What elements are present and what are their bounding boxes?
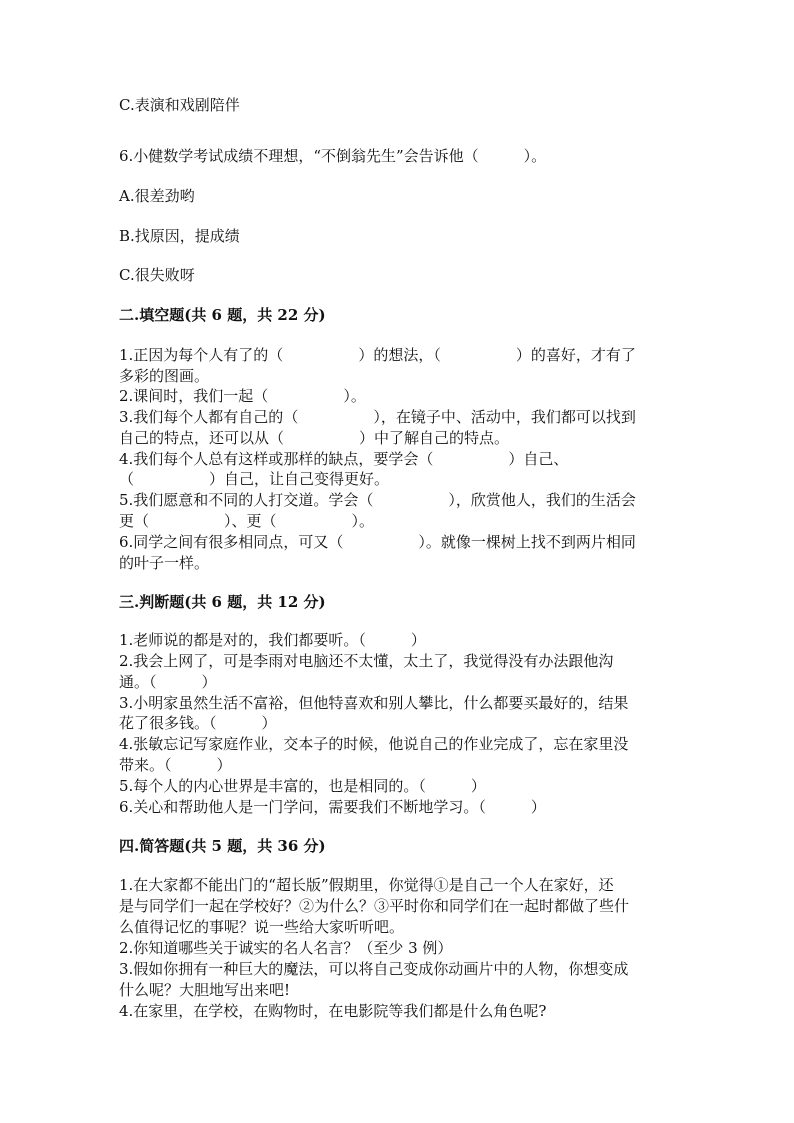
judge-line: 2.我会上网了，可是李雨对电脑还不太懂，太土了，我觉得没有办法跟他沟 <box>119 652 614 670</box>
short-answer-line: 4.在家里，在学校，在购物时，在电影院等我们都是什么角色呢? <box>119 1002 547 1020</box>
fill-line: 自己的特点，还可以从（ ）中了解自己的特点。 <box>119 429 510 447</box>
short-answer-line: 1.在大家都不能出门的“超长版”假期里，你觉得①是自己一个人在家好，还 <box>119 876 614 894</box>
judge-line: 5.每个人的内心世界是丰富的，也是相同的。（ ） <box>119 777 486 795</box>
option-c-q6: C.很失败呀 <box>119 266 195 284</box>
option-a-q6: A.很差劲哟 <box>119 187 195 205</box>
judge-line: 4.张敏忘记写家庭作业，交本子的时候，他说自己的作业完成了，忘在家里没 <box>119 735 629 753</box>
short-answer-line: 什么呢？大胆地写出来吧! <box>119 981 291 999</box>
fill-line: 4.我们每个人总有这样或那样的缺点，要学会（ ）自己、 <box>119 450 569 468</box>
judge-line: 花了很多钱。（ ） <box>119 714 277 732</box>
fill-line: 3.我们每个人都有自己的（ ），在镜子中、活动中，我们都可以找到 <box>119 408 636 426</box>
short-answer-line: 3.假如你拥有一种巨大的魔法，可以将自己变成你动画片中的人物，你想变成 <box>119 960 629 978</box>
fill-line: 6.同学之间有很多相同点，可又（ ）。就像一棵树上找不到两片相同 <box>119 533 636 551</box>
option-b-q6: B.找原因，提成绩 <box>119 227 240 245</box>
question-6: 6.小健数学考试成绩不理想，“不倒翁先生”会告诉他（ ）。 <box>119 147 547 165</box>
option-c-q5: C.表演和戏剧陪伴 <box>119 96 240 114</box>
section-4-heading: 四.简答题(共 5 题，共 36 分) <box>119 837 326 855</box>
fill-line: （ ）自己，让自己变得更好。 <box>119 470 390 488</box>
judge-line: 1.老师说的都是对的，我们都要听。（ ） <box>119 631 426 649</box>
section-2-heading: 二.填空题(共 6 题，共 22 分) <box>119 306 326 324</box>
fill-line: 2.课间时，我们一起（ ）。 <box>119 387 366 405</box>
fill-line: 5.我们愿意和不同的人打交道。学会（ ），欣赏他人，我们的生活会 <box>119 491 636 509</box>
short-answer-line: 是与同学们一起在学校好？②为什么？③平时你和同学们在一起时都做了些什 <box>119 897 630 915</box>
judge-line: 3.小明家虽然生活不富裕，但他特喜欢和别人攀比，什么都要买最好的，结果 <box>119 694 629 712</box>
fill-line: 更（ ）、更（ ）。 <box>119 512 375 530</box>
short-answer-line: 2.你知道哪些关于诚实的名人名言？（至少 3 例） <box>119 939 453 957</box>
fill-line: 多彩的图画。 <box>119 367 210 385</box>
fill-line: 的叶子一样。 <box>119 554 210 572</box>
judge-line: 带来。（ ） <box>119 756 232 774</box>
fill-line: 1.正因为每个人有了的（ ）的想法，（ ）的喜好，才有了 <box>119 346 636 364</box>
judge-line: 通。（ ） <box>119 673 217 691</box>
section-3-heading: 三.判断题(共 6 题，共 12 分) <box>119 593 326 611</box>
judge-line: 6.关心和帮助他人是一门学问，需要我们不断地学习。（ ） <box>119 798 546 816</box>
short-answer-line: 么值得记忆的事呢？说一些给大家听听吧。 <box>119 918 405 936</box>
